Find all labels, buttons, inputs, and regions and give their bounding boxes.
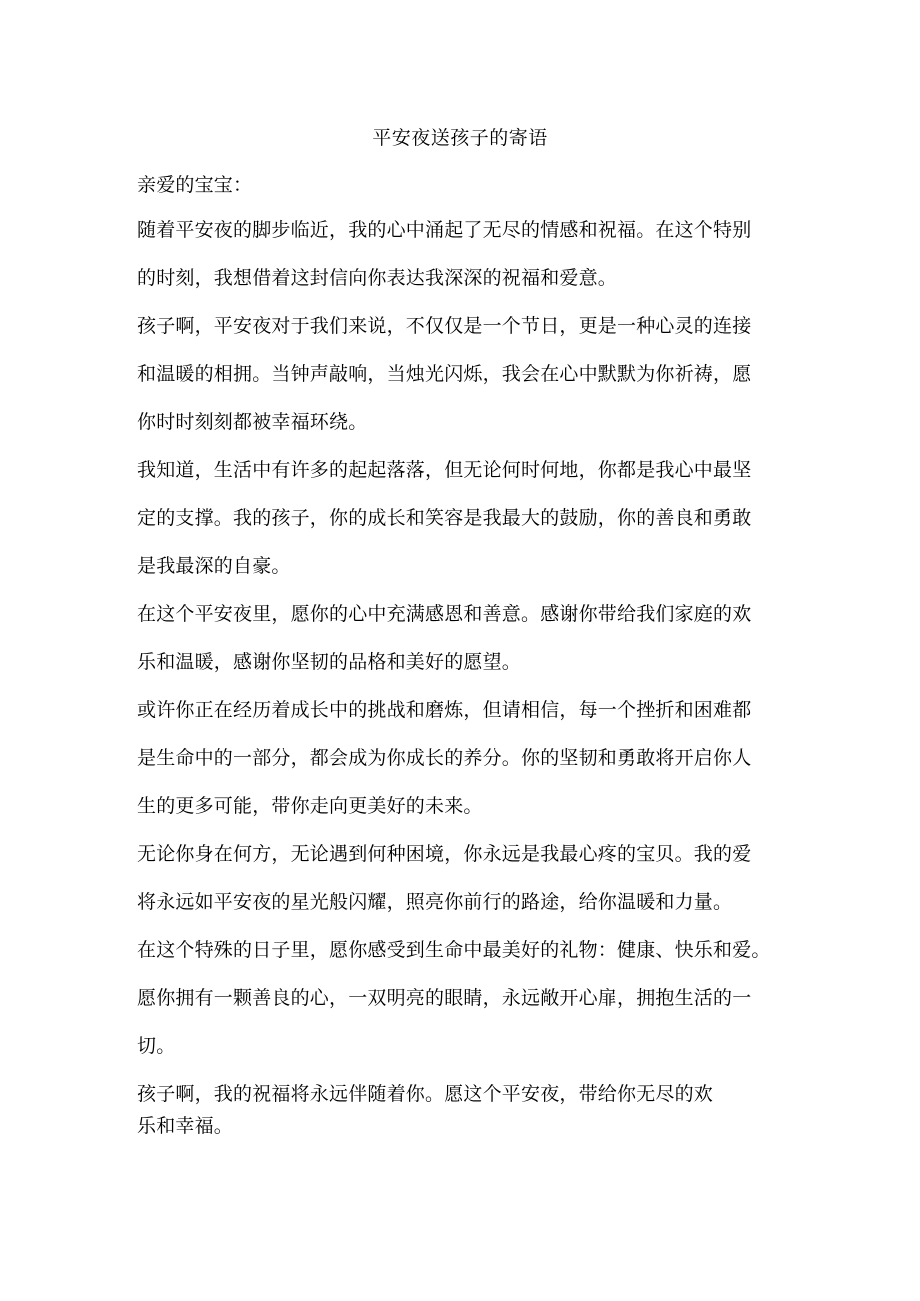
body-line: 无论你身在何方，无论遇到何种困境，你永远是我最心疼的宝贝。我的爱 bbox=[137, 843, 752, 865]
body-line: 乐和温暖，感谢你坚韧的品格和美好的愿望。 bbox=[137, 651, 522, 673]
body-line: 是我最深的自豪。 bbox=[137, 555, 291, 577]
document-title: 平安夜送孩子的寄语 bbox=[372, 127, 548, 149]
body-line: 孩子啊，我的祝福将永远伴随着你。愿这个平安夜，带给你无尽的欢 bbox=[137, 1083, 714, 1105]
body-line: 是生命中的一部分，都会成为你成长的养分。你的坚韧和勇敢将开启你人 bbox=[137, 747, 752, 769]
body-line: 孩子啊，平安夜对于我们来说，不仅仅是一个节日，更是一种心灵的连接 bbox=[137, 315, 752, 337]
body-line: 或许你正在经历着成长中的挑战和磨炼，但请相信，每一个挫折和困难都 bbox=[137, 699, 752, 721]
greeting-line: 亲爱的宝宝： bbox=[137, 174, 253, 196]
body-line: 你时时刻刻都被幸福环绕。 bbox=[137, 411, 368, 433]
body-line: 和温暖的相拥。当钟声敲响，当烛光闪烁，我会在心中默默为你祈祷，愿 bbox=[137, 363, 752, 385]
body-line: 在这个特殊的日子里，愿你感受到生命中最美好的礼物：健康、快乐和爱。 bbox=[137, 939, 771, 961]
body-line: 在这个平安夜里，愿你的心中充满感恩和善意。感谢你带给我们家庭的欢 bbox=[137, 603, 752, 625]
body-line: 定的支撑。我的孩子，你的成长和笑容是我最大的鼓励，你的善良和勇敢 bbox=[137, 507, 752, 529]
body-line: 生的更多可能，带你走向更美好的未来。 bbox=[137, 795, 483, 817]
body-line: 切。 bbox=[137, 1035, 176, 1057]
body-line: 随着平安夜的脚步临近，我的心中涌起了无尽的情感和祝福。在这个特别 bbox=[137, 219, 752, 241]
body-line: 乐和幸福。 bbox=[137, 1115, 234, 1137]
body-line: 愿你拥有一颗善良的心，一双明亮的眼睛，永远敞开心扉，拥抱生活的一 bbox=[137, 987, 752, 1009]
body-line: 的时刻，我想借着这封信向你表达我深深的祝福和爱意。 bbox=[137, 267, 618, 289]
body-line: 我知道，生活中有许多的起起落落，但无论何时何地，你都是我心中最坚 bbox=[137, 459, 752, 481]
body-line: 将永远如平安夜的星光般闪耀，照亮你前行的路途，给你温暖和力量。 bbox=[137, 891, 733, 913]
